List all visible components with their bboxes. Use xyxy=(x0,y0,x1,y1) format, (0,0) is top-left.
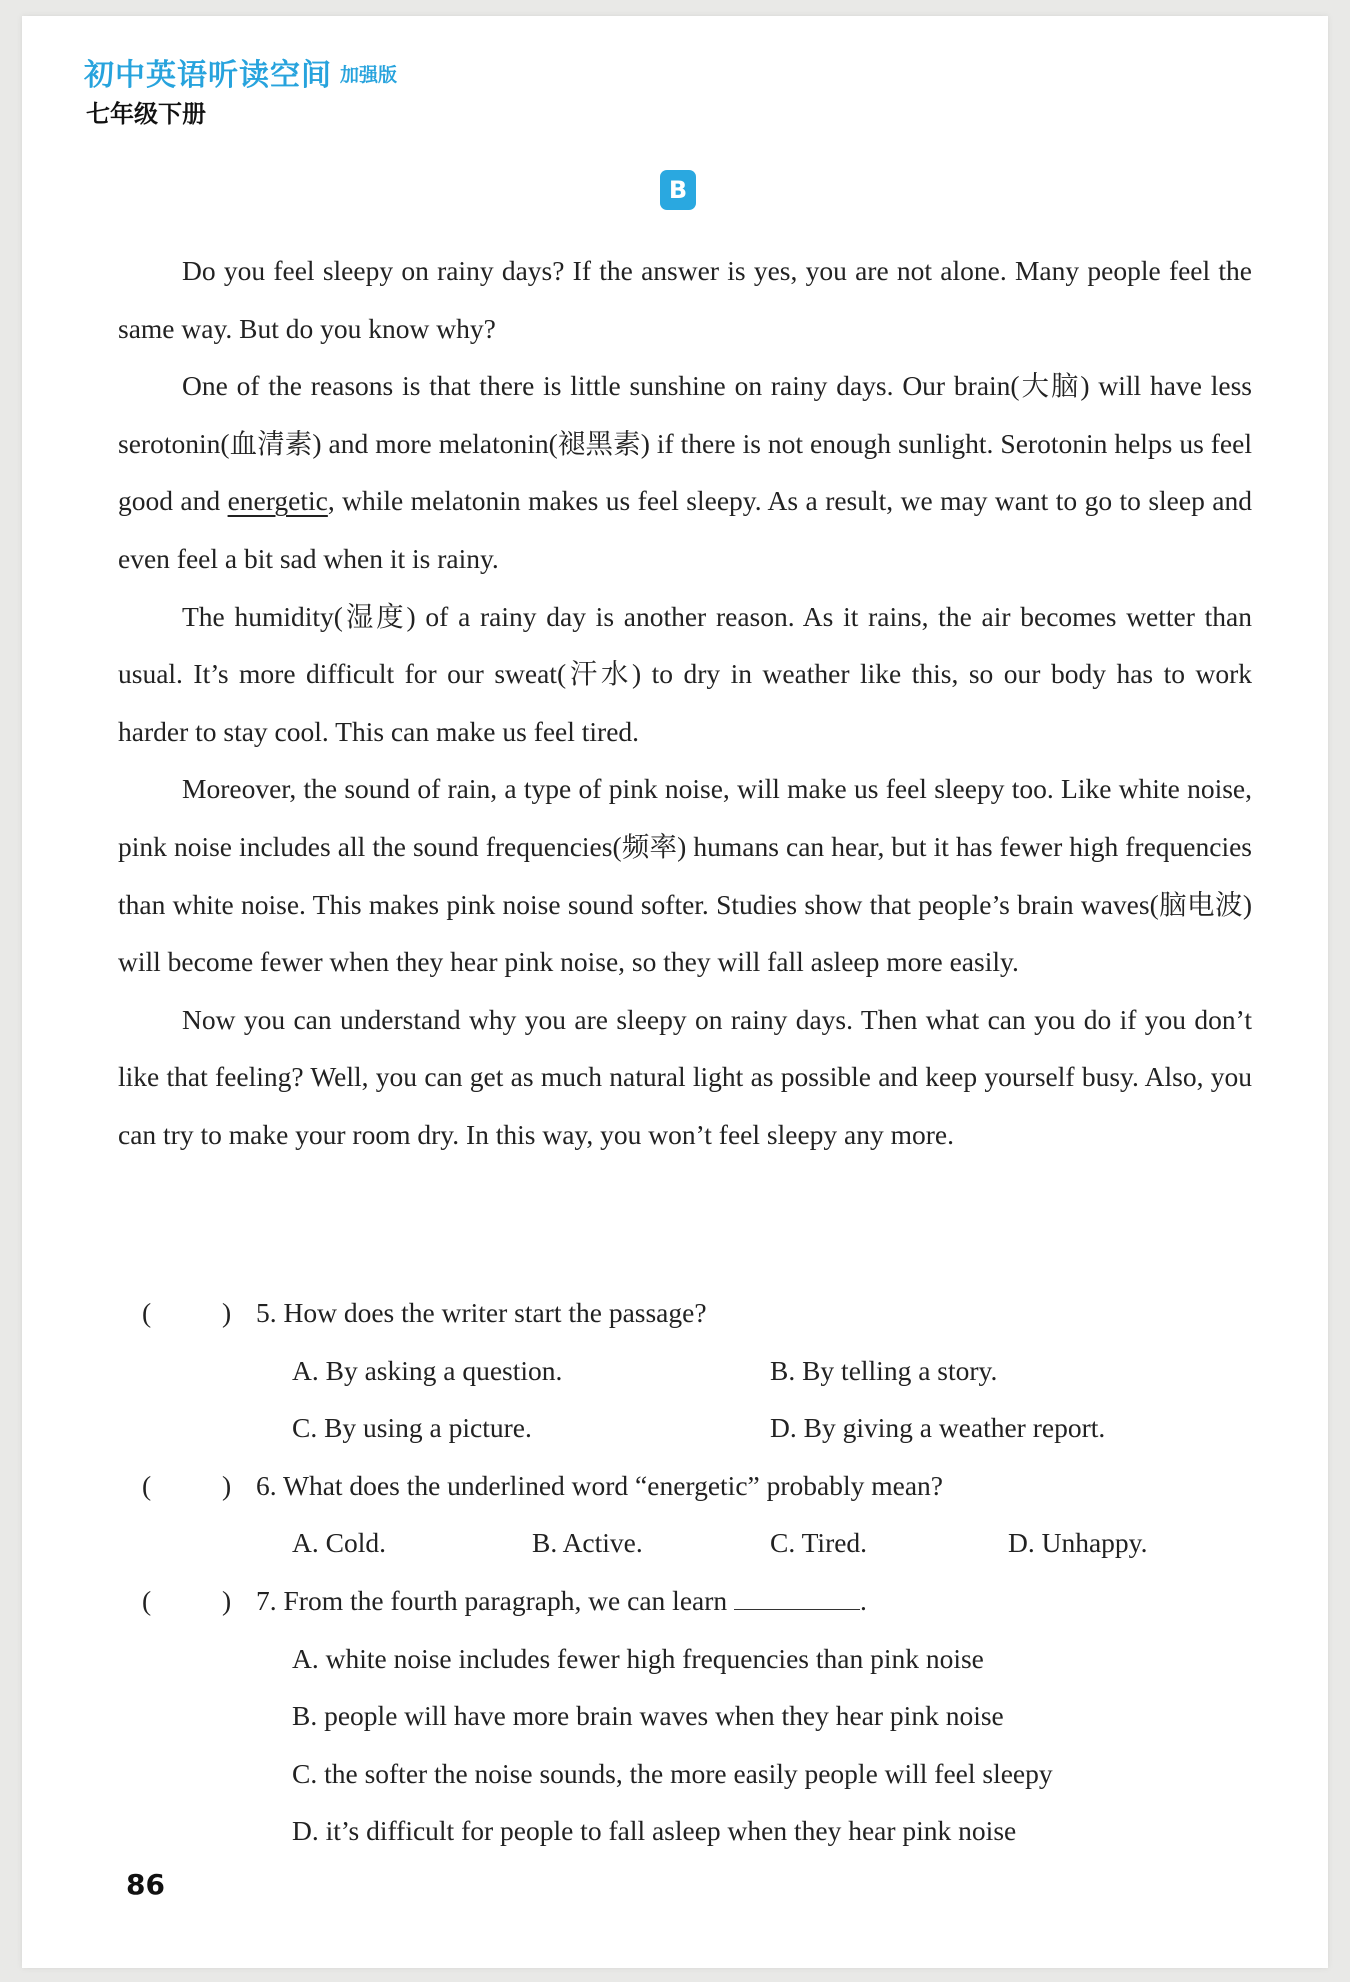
option-b: B. Active. xyxy=(532,1527,643,1559)
answer-paren-open: ( xyxy=(142,1469,152,1501)
section-badge: B xyxy=(660,170,696,210)
option-b: B. By telling a story. xyxy=(770,1354,998,1386)
paragraph-3: The humidity(湿度) of a rainy day is another reason. As it rains, the air becomes wetter than usual. It’s more difficult for our sweat(汗水) to dry in weather like this, so our body has to work harder to stay cool. This can make us feel tired. xyxy=(118,600,1252,747)
question-stem-text: 7. From the fourth paragraph, we can learn xyxy=(256,1584,728,1616)
edition-label: 加强版 xyxy=(340,64,398,86)
question-7 xyxy=(118,1572,1252,1630)
question-6 xyxy=(118,1457,1252,1515)
question-stem: 7. From the fourth paragraph, we can learn . xyxy=(256,1584,867,1616)
paragraph-2-part-a: One of the reasons is that there is little sunshine on rainy days. Our brain(大脑) will have less serotonin(血清素) and more melatonin(褪黑素) if there is not enough sunlight. Serotonin helps us feel good and xyxy=(118,370,1252,517)
options-row xyxy=(118,1514,1252,1572)
question-5 xyxy=(118,1284,1252,1342)
grade-label: 七年级下册 xyxy=(86,100,206,128)
question-stem: 6. What does the underlined word “energetic” probably mean? xyxy=(256,1469,943,1501)
option-d: D. By giving a weather report. xyxy=(770,1412,1106,1444)
options-row xyxy=(118,1342,1252,1400)
paragraph-2 xyxy=(118,357,1252,587)
option-b: B. people will have more brain waves when they hear pink noise xyxy=(292,1700,1004,1732)
paragraph-1: Do you feel sleepy on rainy days? If the answer is yes, you are not alone. Many people feel the same way. But do you know why? xyxy=(118,255,1252,344)
option-c: C. Tired. xyxy=(770,1527,868,1559)
answer-blank xyxy=(734,1585,860,1610)
answer-paren-open: ( xyxy=(142,1297,152,1328)
options-row xyxy=(118,1745,1252,1803)
option-d: D. Unhappy. xyxy=(1008,1527,1148,1559)
workbook-page xyxy=(22,16,1328,1968)
paragraph-4: Moreover, the sound of rain, a type of pink noise, will make us feel sleepy too. Like white noise, pink noise includes all the sound frequencies(频率) humans can hear, but it has fewer high frequencies than white noise. This makes pink noise sound softer. Studies show that people’s brain waves(脑电波) will become fewer when they hear pink noise, so they will fall asleep more easily. xyxy=(118,773,1252,978)
option-c: C. By using a picture. xyxy=(292,1412,532,1444)
question-stem: 5. How does the writer start the passage? xyxy=(256,1297,707,1328)
option-c: C. the softer the noise sounds, the more easily people will feel sleepy xyxy=(292,1757,1053,1789)
options-row xyxy=(118,1630,1252,1688)
answer-paren-close: ) xyxy=(222,1584,232,1616)
option-d: D. it’s difficult for people to fall asleep when they hear pink noise xyxy=(292,1815,1017,1847)
paragraph-5: Now you can understand why you are sleepy on rainy days. Then what can you do if you don’t like that feeling? Well, you can get as much natural light as possible and keep yourself busy. Also, you can try to make your room dry. In this way, you won’t feel sleepy any more. xyxy=(118,1003,1252,1150)
options-row xyxy=(118,1687,1252,1745)
paragraph-2-part-b: , while melatonin makes us feel sleepy. As a result, we may want to go to sleep and even feel a bit sad when it is rainy. xyxy=(118,485,1252,574)
answer-paren-open: ( xyxy=(142,1584,152,1616)
options-row xyxy=(118,1802,1252,1860)
underlined-word: energetic xyxy=(227,485,328,517)
page-number: 86 xyxy=(126,1868,165,1901)
answer-paren-close: ) xyxy=(222,1297,232,1328)
option-a: A. Cold. xyxy=(292,1527,386,1559)
question-list xyxy=(118,1284,1252,1860)
answer-paren-close: ) xyxy=(222,1469,232,1501)
option-a: A. white noise includes fewer high frequencies than pink noise xyxy=(292,1642,984,1674)
reading-passage xyxy=(118,242,1252,1164)
series-title: 初中英语听读空间 xyxy=(84,58,332,93)
option-a: A. By asking a question. xyxy=(292,1354,563,1386)
options-row xyxy=(118,1399,1252,1457)
